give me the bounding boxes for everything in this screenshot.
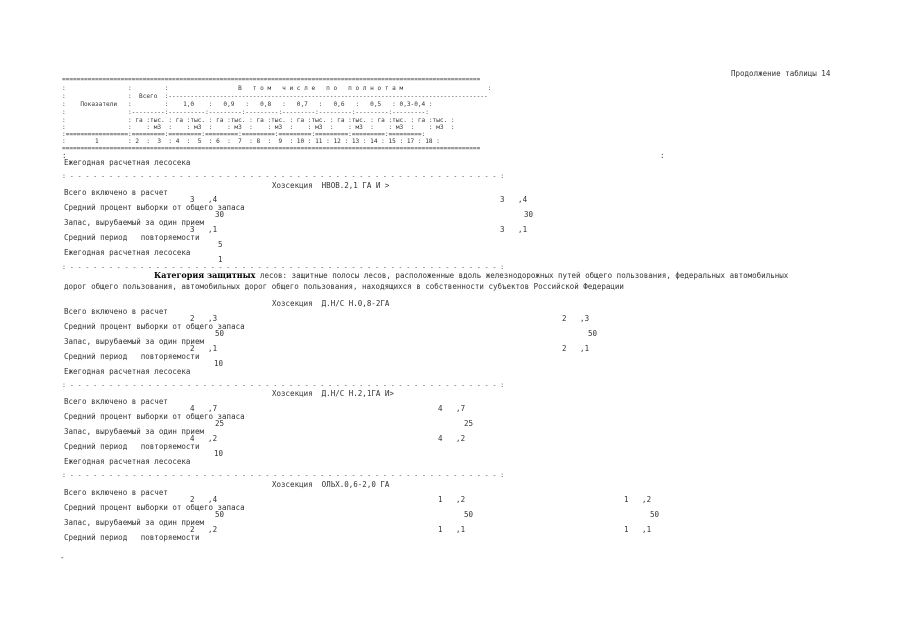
row-label-annual: Ежегодная расчетная лесосека	[64, 457, 191, 466]
row-label-percent: Средний процент выборки от общего запаса	[64, 322, 245, 331]
row-label-included: Всего включено в расчет	[64, 397, 168, 406]
row-label-annual: Ежегодная расчетная лесосека	[64, 367, 191, 376]
section-title: Хозсекция Д.Н/С Н.0,8-2ГА	[272, 299, 390, 308]
row-label-stock: Запас, вырубаемый за один прием	[64, 337, 204, 346]
row-label-period: Средний период повторяемости	[64, 533, 200, 542]
section-divider: : - - - - - - - - - - - - - - - - - - - - - - - - - - - - - - - - - - - - - - - - - - - - - - - - - - - - - - - :	[62, 381, 505, 389]
section-title: Хозсекция НВОВ.2,1 ГА И >	[272, 181, 390, 190]
row-label-percent: Средний процент выборки от общего запаса	[64, 203, 245, 212]
value-stock: 4 ,2	[438, 434, 466, 443]
row-label-included: Всего включено в расчет	[64, 488, 168, 497]
value-included: 4 ,7	[438, 404, 466, 413]
value-percent: 50	[464, 510, 474, 519]
row-label-period: Средний период повторяемости	[64, 352, 200, 361]
value-stock: 2 ,2	[190, 525, 218, 534]
value-included: 4 ,7	[190, 404, 218, 413]
head-row-6: : : : м3 : : м3 : : м3 : : м3 : : м3 : : м3 : : м3 : : м3 :	[62, 124, 455, 131]
section-divider: : - - - - - - - - - - - - - - - - - - - - - - - - - - - - - - - - - - - - - - - - - - - - - - - - - - - - - - - :	[62, 172, 505, 180]
row-label-period: Средний период повторяемости	[64, 233, 200, 242]
annual-label-top: Ежегодная расчетная лесосека	[64, 158, 191, 167]
value-period: 10	[214, 359, 224, 368]
row-label-annual: Ежегодная расчетная лесосека	[64, 248, 191, 257]
value-annual: 1	[218, 255, 223, 264]
head-row-7: :=================:=========:=========:=========:=========:=========:=========:=========:=========:	[62, 131, 426, 138]
value-stock: 3 ,1	[190, 225, 218, 234]
row-label-percent: Средний процент выборки от общего запаса	[64, 412, 245, 421]
value-stock: 2 ,1	[190, 344, 218, 353]
value-percent: 30	[524, 210, 534, 219]
value-stock: 2 ,1	[562, 344, 590, 353]
value-included: 2 ,3	[562, 314, 590, 323]
head-row-5: : : га :тыс. : га :тыс. : га :тыс. : га :тыс. : га :тыс. : га :тыс. : га :тыс. : га :тыс. :	[62, 117, 455, 124]
value-percent: 25	[464, 419, 474, 428]
row-label-period: Средний период повторяемости	[64, 442, 200, 451]
value-stock: 4 ,2	[190, 434, 218, 443]
section-title: Хозсекция Д.Н/С Н.2,1ГА И>	[272, 389, 394, 398]
section-divider: : - - - - - - - - - - - - - - - - - - - - - - - - - - - - - - - - - - - - - - - - - - - - - - - - - - - - - - - :	[62, 263, 505, 271]
row-label-stock: Запас, вырубаемый за один прием	[64, 427, 204, 436]
continuation-label: Продолжение таблицы 14	[731, 69, 831, 78]
value-stock: 1 ,1	[438, 525, 466, 534]
category-label: Категория защитных	[154, 270, 256, 280]
head-row-1: : : : В т о м ч и с л е п о п о л н о т а м :	[62, 85, 492, 92]
value-percent: 50	[588, 329, 598, 338]
footer-mark: -	[60, 553, 65, 562]
head-bottom-border: ==================================================================================================================	[62, 145, 481, 152]
row-label-stock: Запас, вырубаемый за один прием	[64, 218, 204, 227]
value-percent: 50	[650, 510, 660, 519]
section-title: Хозсекция ОЛЬХ.0,6-2,0 ГА	[272, 480, 390, 489]
row-label-included: Всего включено в расчет	[64, 307, 168, 316]
colon-left: :	[62, 151, 67, 160]
category-line-1	[154, 271, 788, 280]
row-label-percent: Средний процент выборки от общего запаса	[64, 503, 245, 512]
row-label-included: Всего включено в расчет	[64, 188, 168, 197]
value-included: 1 ,2	[624, 495, 652, 504]
value-stock: 3 ,1	[500, 225, 528, 234]
value-included: 2 ,3	[190, 314, 218, 323]
head-row-8: : 1 : 2 : 3 : 4 : 5 : 6 : 7 : 8 : 9 : 10 : 11 : 12 : 13 : 14 : 15 : 17 : 18 :	[62, 138, 440, 145]
value-included: 1 ,2	[438, 495, 466, 504]
value-period: 10	[214, 449, 224, 458]
head-row-4: : :---------:----------:---------:---------:---------:---------:---------:---------:	[62, 109, 429, 116]
section-divider: : - - - - - - - - - - - - - - - - - - - - - - - - - - - - - - - - - - - - - - - - - - - - - - - - - - - - - - - :	[62, 471, 505, 479]
head-top-border: ==================================================================================================================	[62, 76, 481, 83]
category-text-1: лесов: защитные полосы лесов, расположенные вдоль железнодорожных путей общего пользования, федеральных автомобильных	[255, 271, 789, 280]
value-percent: 25	[215, 419, 225, 428]
head-row-3: : Показатели : : 1,0 : 0,9 : 0,8 : 0,7 : 0,6 : 0,5 : 0,3-0,4 :	[62, 101, 433, 108]
value-percent: 50	[215, 510, 225, 519]
value-included: 3 ,4	[190, 195, 218, 204]
colon-right: :	[660, 151, 665, 160]
value-period: 5	[218, 240, 223, 249]
category-text-2: дорог общего пользования, автомобильных дорог общего пользования, находящихся в собственности субъектов Российской Федерации	[64, 282, 624, 291]
head-row-2: : : Всего :---------------------------------------------------------------------------------------	[62, 93, 488, 100]
value-included: 2 ,4	[190, 495, 218, 504]
value-included: 3 ,4	[500, 195, 528, 204]
value-percent: 30	[215, 210, 225, 219]
value-percent: 50	[215, 329, 225, 338]
row-label-stock: Запас, вырубаемый за один прием	[64, 518, 204, 527]
value-stock: 1 ,1	[624, 525, 652, 534]
